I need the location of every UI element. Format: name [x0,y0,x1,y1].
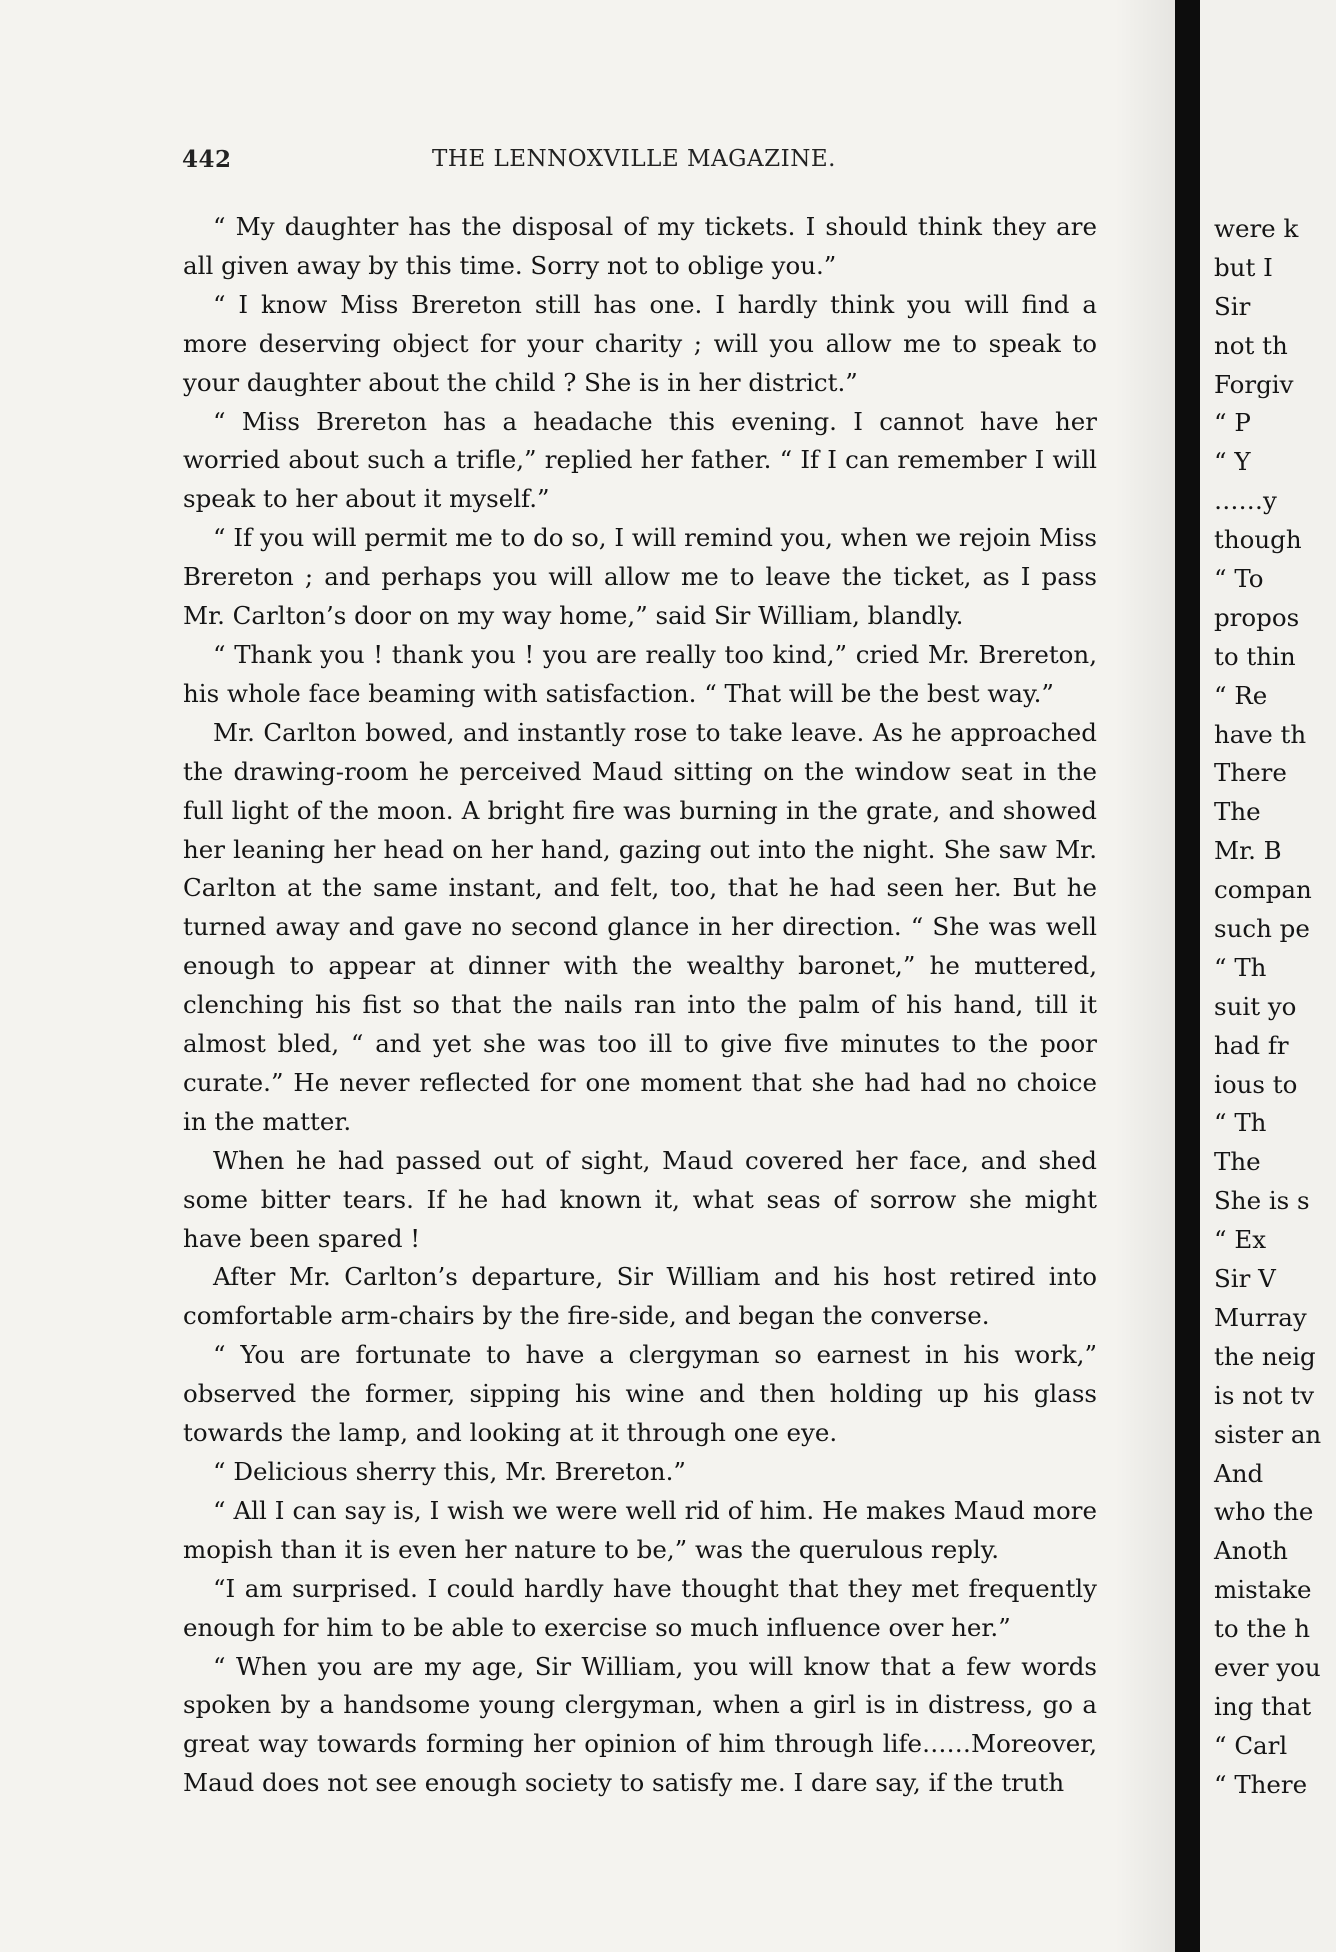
right-page-line: “ Y [1214,447,1251,477]
paragraph: “ Miss Brereton has a headache this evening. I cannot have her worried about such a trifle,” replied her father. “ If I can remember I will speak to her about it myself.” [183,406,1097,514]
paragraph: When he had passed out of sight, Maud covered her face, and shed some bitter tears. If he had known it, what seas of sorrow she might have been spared ! [183,1145,1097,1253]
right-page-line: Murray [1214,1302,1307,1332]
right-page-line: but I [1214,252,1273,282]
right-page-line: “ To [1214,564,1264,594]
right-page-line: suit yo [1214,991,1297,1021]
paragraph: “ I know Miss Brereton still has one. I hardly think you will find a more deserving object for your charity ; will you allow me to speak to your daughter about the child ? She is in her district.” [183,289,1097,397]
right-page-line: Sir V [1214,1264,1276,1294]
right-page-line: “ There [1214,1769,1308,1799]
right-page-line: There [1214,758,1287,788]
right-page-line: Sir [1214,291,1251,321]
right-page-line: propos [1214,602,1300,632]
right-page-line: ing that [1214,1691,1312,1721]
right-page-line: had fr [1214,1030,1289,1060]
right-page-line: Anoth [1214,1536,1288,1566]
right-page-line: And [1214,1458,1264,1488]
right-page-line: compan [1214,875,1312,905]
right-page-line: “ P [1214,408,1251,438]
paragraph: Mr. Carlton bowed, and instantly rose to take leave. As he approached the drawing-room he perceived Maud sitting on the window seat in the full light of the moon. A bright fire was burning in the grate, and showed her leaning her head on her hand, gazing out into the night. She saw Mr. Carlton at the same instant, and felt, too, that he had seen her. But he turned away and gave no second glance in her direction. “ She was well enough to appear at dinner with the wealthy baronet,” he muttered, clenching his fist so that the nails ran into the palm of his hand, till it almost bled, “ and yet she was too ill to give five minutes to the poor curate.” He never reflected for one moment that she had had no choice in the matter. [183,717,1097,1136]
right-page-line: to thin [1214,641,1296,671]
right-page-line: She is s [1214,1186,1310,1216]
right-page-line: were k [1214,214,1299,243]
right-page-line: “ Th [1214,1108,1267,1138]
right-page-line: “ Ex [1214,1225,1267,1255]
page-header [0,146,1175,186]
gutter-shadow [1115,0,1175,1952]
right-page-line: “ Th [1214,952,1267,982]
right-page-line: have th [1214,719,1307,749]
body-text [183,208,1097,1803]
paragraph: “I am surprised. I could hardly have thought that they met frequently enough for him to be able to exercise so much influence over her.” [183,1573,1097,1642]
right-page-line: “ Re [1214,680,1268,710]
paragraph: “ Delicious sherry this, Mr. Brereton.” [213,1457,686,1486]
right-page-line: though [1214,525,1302,555]
right-page-line: who the [1214,1497,1314,1527]
right-page-line: Mr. B [1214,836,1282,866]
right-page-line: ever you [1214,1652,1321,1682]
right-page-line: Forgiv [1214,369,1294,399]
paragraph: “ Thank you ! thank you ! you are really too kind,” cried Mr. Brereton, his whole face beaming with satisfaction. “ That will be the best way.” [183,639,1097,708]
running-title: THE LENNOXVILLE MAGAZINE. [432,146,836,172]
right-page-line: not th [1214,330,1288,360]
right-page-line: ious to [1214,1069,1298,1099]
right-page-line: to the h [1214,1614,1311,1644]
paragraph: “ When you are my age, Sir William, you will know that a few words spoken by a handsome young clergyman, when a girl is in distress, go a great way towards forming her opinion of him through life……Moreover, Maud does not see enough society to satisfy me. I dare say, if the truth [183,1651,1097,1798]
right-page-line: mistake [1214,1575,1312,1605]
paragraph: After Mr. Carlton’s departure, Sir William and his host retired into comfortable arm-chairs by the fire-side, and began the converse. [183,1262,1097,1331]
right-page-line: “ Carl [1214,1730,1288,1760]
paragraph: “ My daughter has the disposal of my tickets. I should think they are all given away by this time. Sorry not to oblige you.” [183,212,1097,280]
right-page-line: The [1214,1147,1261,1177]
right-page-edge [1200,0,1336,1952]
paragraph: “ All I can say is, I wish we were well rid of him. He makes Maud more mopish than it is even her nature to be,” was the querulous reply. [183,1495,1097,1564]
right-page-line: the neig [1214,1341,1316,1371]
paragraph: “ If you will permit me to do so, I will remind you, when we rejoin Miss Brereton ; and perhaps you will allow me to leave the ticket, as I pass Mr. Carlton’s door on my way home,” said Sir William, blandly. [183,523,1097,631]
right-page-line: The [1214,797,1261,827]
right-page-text [1214,210,1336,1805]
page-number: 442 [182,146,232,173]
right-page-line: is not tv [1214,1380,1315,1410]
right-page-line: such pe [1214,914,1310,944]
right-page-line: sister an [1214,1419,1322,1449]
paragraph: “ You are fortunate to have a clergyman so earnest in his work,” observed the former, sipping his wine and then holding up his glass towards the lamp, and looking at it through one eye. [183,1340,1097,1448]
right-page-line: ……y [1214,486,1277,516]
